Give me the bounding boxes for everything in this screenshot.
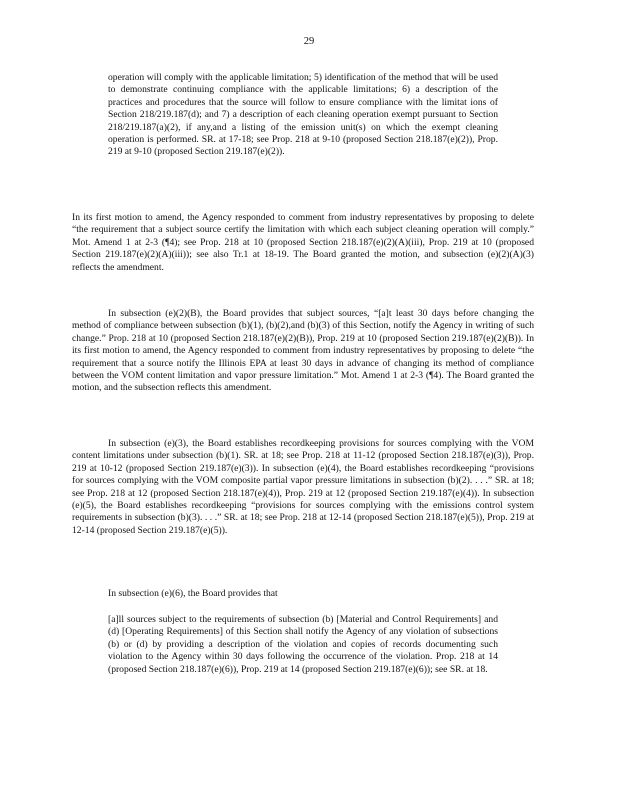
- paragraph-first-motion: In its first motion to amend, the Agency responded to comment from industry representatives by proposing to delete “the requirement that a subject source certify the limitation with which each subject cleaning operation will comply.” Mot. Amend 1 at 2-3 (¶4); see Prop. 218 at 10 (proposed Section 218.187(e)(2)(A)(iii), Prop. 219 at 10 (proposed Section 219.187(e)(2)(A)(iii)); see also Tr.1 at 18-19. The Board granted the motion, and subsection (e)(2)(A)(3) reflects the amendment.: [72, 212, 534, 273]
- paragraph-recordkeeping: In subsection (e)(3), the Board establishes recordkeeping provisions for sources complying with the VOM content limitations under subsection (b)(1). SR. at 18; see Prop. 218 at 11-12 (proposed Section 218.187(e)(3)), Prop. 219 at 10-12 (proposed Section 219.187(e)(3)). In subsection (e)(4), the Board establishes recordkeeping “provisions for sources complying with the VOM composite partial vapor pressure limitations in subsection (b)(2). . . .” SR. at 18; see Prop. 218 at 12 (proposed Section 218.187(e)(4)), Prop. 219 at 12 (proposed Section 219.187(e)(4)). In subsection (e)(5), the Board establishes recordkeeping “provisions for sources complying with the emissions control system requirements in subsection (b)(3). . . .” SR. at 18; see Prop. 218 at 12-14 (proposed Section 218.187(e)(5)), Prop. 219 at 12-14 (proposed Section 219.187(e)(5)).: [72, 438, 534, 536]
- paragraph-subsection-e6: In subsection (e)(6), the Board provides that: [108, 588, 278, 599]
- paragraph-subsection-e2b: In subsection (e)(2)(B), the Board provides that subject sources, “[a]t least 30 days before changing the method of compliance between subsection (b)(1), (b)(2),and (b)(3) of this Section, notify the Agency in writing of such change.” Prop. 218 at 10 (proposed Section 218.187(e)(2)(B)), Prop. 219 at 10 (proposed Section 219.187(e)(2)(B)). In its first motion to amend, the Agency responded to comment from industry representatives by proposing to delete “the requirement that a source notify the Illinois EPA at least 30 days in advance of changing its method of compliance between the VOM content limitation and vapor pressure limitation.” Mot. Amend 1 at 2-3 (¶4). The Board granted the motion, and the subsection reflects this amendment.: [72, 308, 534, 394]
- block-quote-continuation: operation will comply with the applicable limitation; 5) identification of the method that will be used to demonstrate continuing compliance with the applicable limitations; 6) a description of the practices and procedures that the source will follow to ensure compliance with the limitat ions of Section 218/219.187(d); and 7) a description of each cleaning operation exempt pursuant to Section 218/219.187(a)(2), if any,and a listing of the emission unit(s) on which the exempt cleaning operation is performed. SR. at 17-18; see Prop. 218 at 9-10 (proposed Section 218.187(e)(2)), Prop. 219 at 9-10 (proposed Section 219.187(e)(2)).: [108, 72, 498, 158]
- page-number: 29: [303, 36, 315, 47]
- block-quote-violations: [a]ll sources subject to the requirements of subsection (b) [Material and Control Requirements] and (d) [Operating Requirements] of this Section shall notify the Agency of any violation of subsections (b) or (d) by providing a description of the violation and copies of records documenting such violation to the Agency within 30 days following the occurrence of the violation. Prop. 218 at 14 (proposed Section 218.187(e)(6)), Prop. 219 at 14 (proposed Section 219.187(e)(6)); see SR. at 18.: [108, 614, 498, 675]
